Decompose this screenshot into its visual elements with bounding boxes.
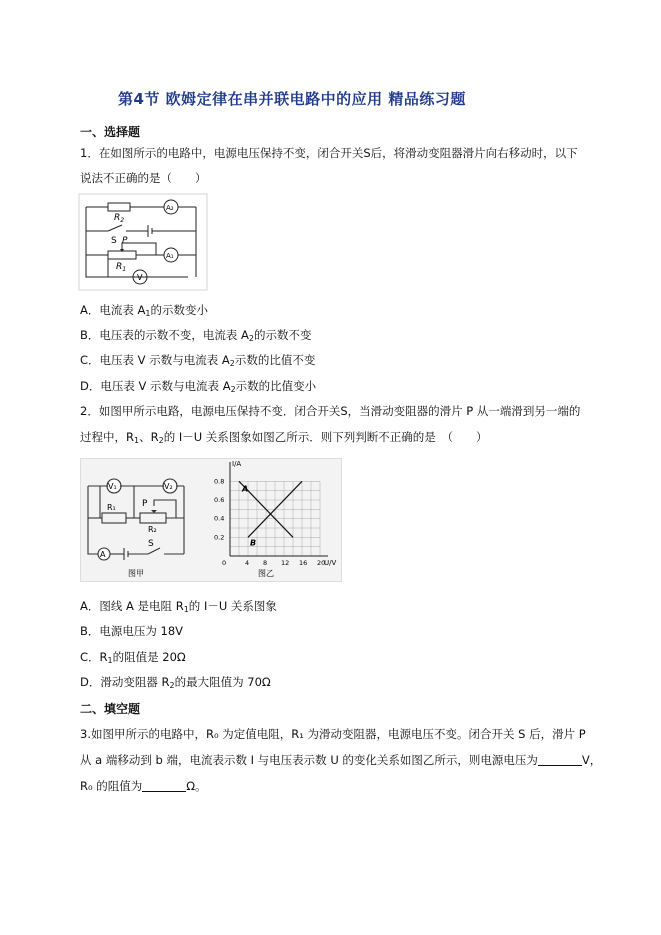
q2-ammeter-a: A [100,550,106,559]
q1-label-p: P [122,236,128,246]
q2-option-c: C．$R_1$的阻值是 20Ω [80,650,186,665]
q1-label-s: S [111,236,117,246]
q1-ammeter-a1: A₁ [166,252,174,260]
q2-stem-line2: 过程中，$R_1$、$R_2$的 I－U 关系图象如图乙所示．则下列判断不正确的是 （ ） [80,430,488,445]
chart-x-tick-label: 4 [245,559,250,567]
q2-caption-jia: 图甲 [128,569,144,578]
chart-y-tick-label: 0.4 [214,514,225,523]
chart-x-tick-label: 20 [317,559,326,567]
q2-figure [80,458,342,582]
q2-caption-yi: 图乙 [258,569,274,578]
q2-label-r1: R₁ [107,503,116,512]
q1-label-r2: $R_2$ [114,213,125,224]
q1-label-r1: $R_1$ [116,262,127,273]
chart-origin-label: 0 [222,559,227,567]
chart-x-tick-label: 16 [299,559,308,567]
q2-option-a: A．图线 A 是电阻 $R_1$的 I－U 关系图象 [80,599,277,614]
q2-label-s: S [148,539,154,549]
q3-blank-resistance[interactable] [142,779,186,792]
chart-x-tick-label: 12 [281,559,290,567]
q2-voltmeter-v2: V₂ [164,482,173,491]
page-title: 第4节 欧姆定律在串并联电路中的应用 精品练习题 [118,90,466,108]
chart-series-label-b: B [250,538,257,548]
chart-series-label-a: A [242,484,249,494]
q2-label-p: P [142,499,148,509]
chart-x-tick-label: 8 [263,559,268,567]
q2-option-b: B．电源电压为 18V [80,624,184,638]
chart-y-tick-label: 0.2 [214,533,225,542]
q2-option-d: D．滑动变阻器 $R_2$的最大阻值为 70Ω [80,675,271,690]
q1-ammeter-a2: A₂ [166,204,174,212]
section-choice-heading: 一、选择题 [80,125,141,139]
q1-option-c: C．电压表 V 示数与电流表 $A_2$示数的比值不变 [80,353,316,368]
q1-circuit-figure [78,193,208,291]
q1-voltmeter-v: V [137,273,143,282]
q1-stem-line1: 1．在如图所示的电路中，电源电压保持不变，闭合开关S后，将滑动变阻器滑片向右移动时，以下 [80,146,578,160]
q2-stem-line1: 2．如图甲所示电路，电源电压保持不变．闭合开关S，当滑动变阻器的滑片 P 从一端滑到另一端的 [80,404,581,418]
q3-stem-line2: 从 a 端移动到 b 端，电流表示数 I 与电压表示数 U 的变化关系如图乙所示，则电源电压为 V， [80,753,602,767]
q1-option-a: A．电流表 $A_1$的示数变小 [80,303,208,318]
chart-x-axis-label: U/V [324,559,337,567]
q1-stem-line2: 说法不正确的是（ ） [80,171,207,185]
q1-option-d: D．电压表 V 示数与电流表 $A_2$示数的比值变小 [80,379,317,394]
q2-label-r2: R₂ [148,525,157,534]
q3-stem-line3: R₀ 的阻值为 Ω。 [80,779,207,793]
q2-voltmeter-v1: V₁ [108,482,117,491]
chart-y-tick-label: 0.8 [214,477,225,486]
chart-y-tick-label: 0.6 [214,496,225,504]
chart-y-axis-label: I/A [232,460,242,468]
q1-option-b: B．电压表的示数不变，电流表 $A_2$的示数不变 [80,328,312,343]
section-fill-heading: 二、填空题 [80,702,141,716]
q3-blank-voltage[interactable] [538,753,582,766]
q3-stem-line1: 3.如图甲所示的电路中，R₀ 为定值电阻，R₁ 为滑动变阻器，电源电压不变。闭合开关 S 后，滑片 P [80,727,586,741]
